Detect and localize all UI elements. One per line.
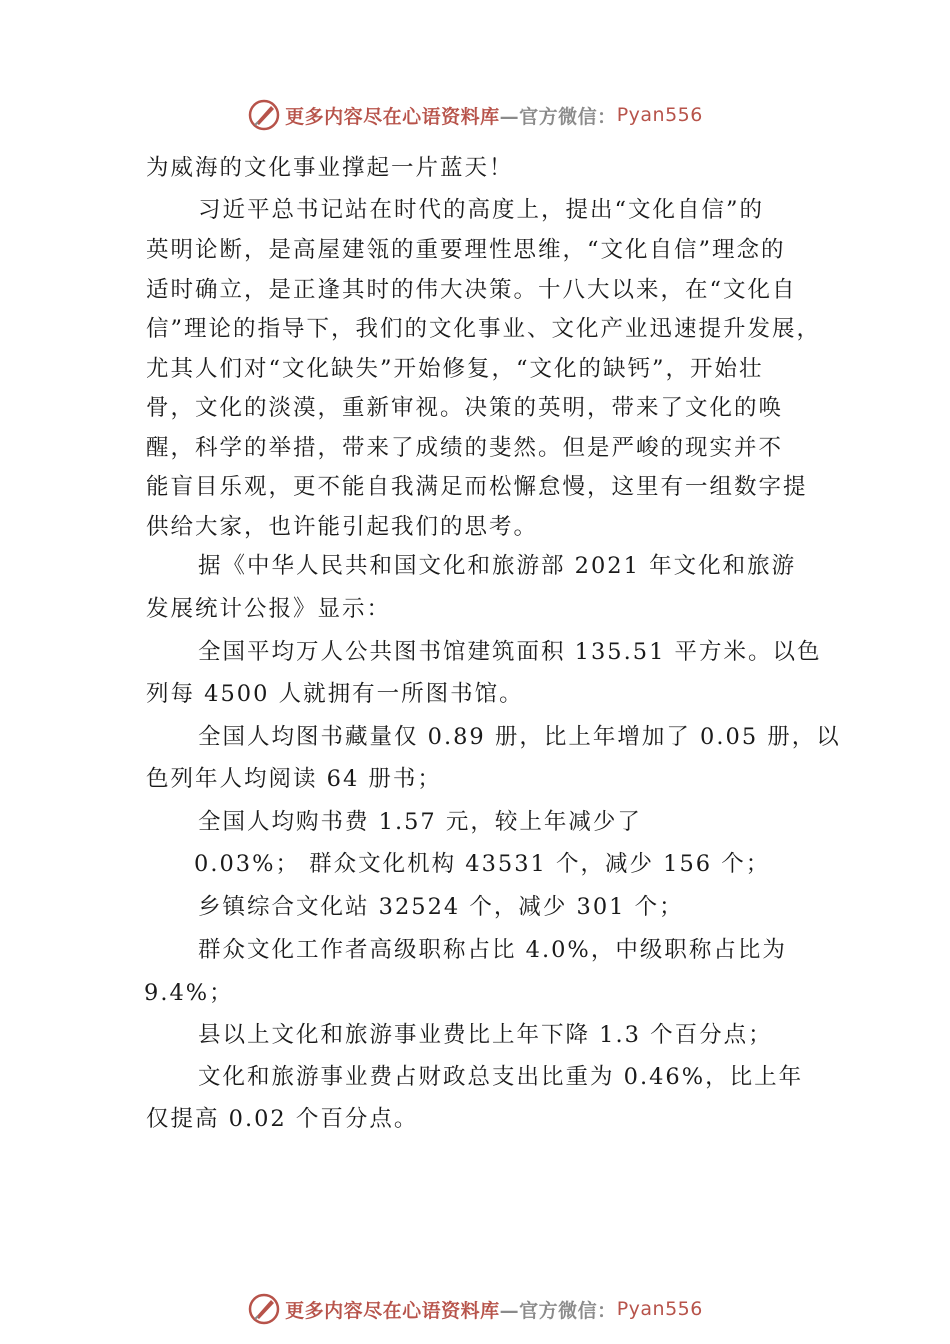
text-line: 适时确立，是正逢其时的伟大决策。十八大以来，在“文化自 bbox=[146, 277, 797, 303]
banner-wechat-label: —官方微信： bbox=[499, 105, 617, 128]
text-line: 全国人均图书藏量仅 0.89 册，比上年增加了 0.05 册，以 bbox=[198, 724, 841, 750]
text-line: 信”理论的指导下，我们的文化事业、文化产业迅速提升发展， bbox=[146, 316, 822, 342]
text-line: 为威海的文化事业撑起一片蓝天！ bbox=[146, 155, 514, 181]
text-line: 色列年人均阅读 64 册书； bbox=[146, 766, 442, 792]
footer-banner bbox=[0, 1287, 950, 1331]
text-line: 尤其人们对“文化缺失”开始修复，“文化的缺钙”，开始壮 bbox=[146, 356, 764, 382]
banner-wechat-id: Pyan556 bbox=[616, 1298, 703, 1320]
text-line: 仅提高 0.02 个百分点。 bbox=[146, 1106, 419, 1132]
header-banner bbox=[0, 93, 950, 137]
banner-title: 更多内容尽在心语资料库 bbox=[285, 105, 500, 128]
text-line: 习近平总书记站在时代的高度上，提出“文化自信”的 bbox=[198, 197, 765, 223]
text-line: 据《中华人民共和国文化和旅游部 2021 年文化和旅游 bbox=[198, 553, 797, 579]
text-line: 乡镇综合文化站 32524 个，减少 301 个； bbox=[198, 894, 684, 920]
text-line: 群众文化工作者高级职称占比 4.0%，中级职称占比为 bbox=[198, 937, 787, 963]
text-line: 发展统计公报》显示： bbox=[146, 596, 392, 622]
banner-title: 更多内容尽在心语资料库 bbox=[285, 1299, 500, 1322]
text-line: 能盲目乐观，更不能自我满足而松懈怠慢，这里有一组数字提 bbox=[146, 474, 808, 500]
logo-icon bbox=[247, 98, 281, 132]
banner-wechat-label: —官方微信： bbox=[499, 1299, 617, 1322]
text-line: 全国人均购书费 1.57 元，较上年减少了 bbox=[198, 809, 642, 835]
text-line: 列每 4500 人就拥有一所图书馆。 bbox=[146, 681, 524, 707]
text-line: 全国平均万人公共图书馆建筑面积 135.51 平方米。以色 bbox=[198, 639, 822, 665]
text-line: 文化和旅游事业费占财政总支出比重为 0.46%，比上年 bbox=[198, 1064, 804, 1090]
text-line: 9.4%； bbox=[144, 980, 234, 1006]
text-line: 醒，科学的举措，带来了成绩的斐然。但是严峻的现实并不 bbox=[146, 435, 784, 461]
text-line: 县以上文化和旅游事业费比上年下降 1.3 个百分点； bbox=[198, 1022, 773, 1048]
text-line: 骨，文化的淡漠，重新审视。决策的英明，带来了文化的唤 bbox=[146, 395, 784, 421]
text-line: 供给大家，也许能引起我们的思考。 bbox=[146, 514, 539, 540]
banner-wechat-id: Pyan556 bbox=[616, 104, 703, 126]
text-line: 0.03%； 群众文化机构 43531 个，减少 156 个； bbox=[194, 851, 771, 877]
text-line: 英明论断，是高屋建瓴的重要理性思维，“文化自信”理念的 bbox=[146, 237, 786, 263]
logo-icon bbox=[247, 1292, 281, 1326]
